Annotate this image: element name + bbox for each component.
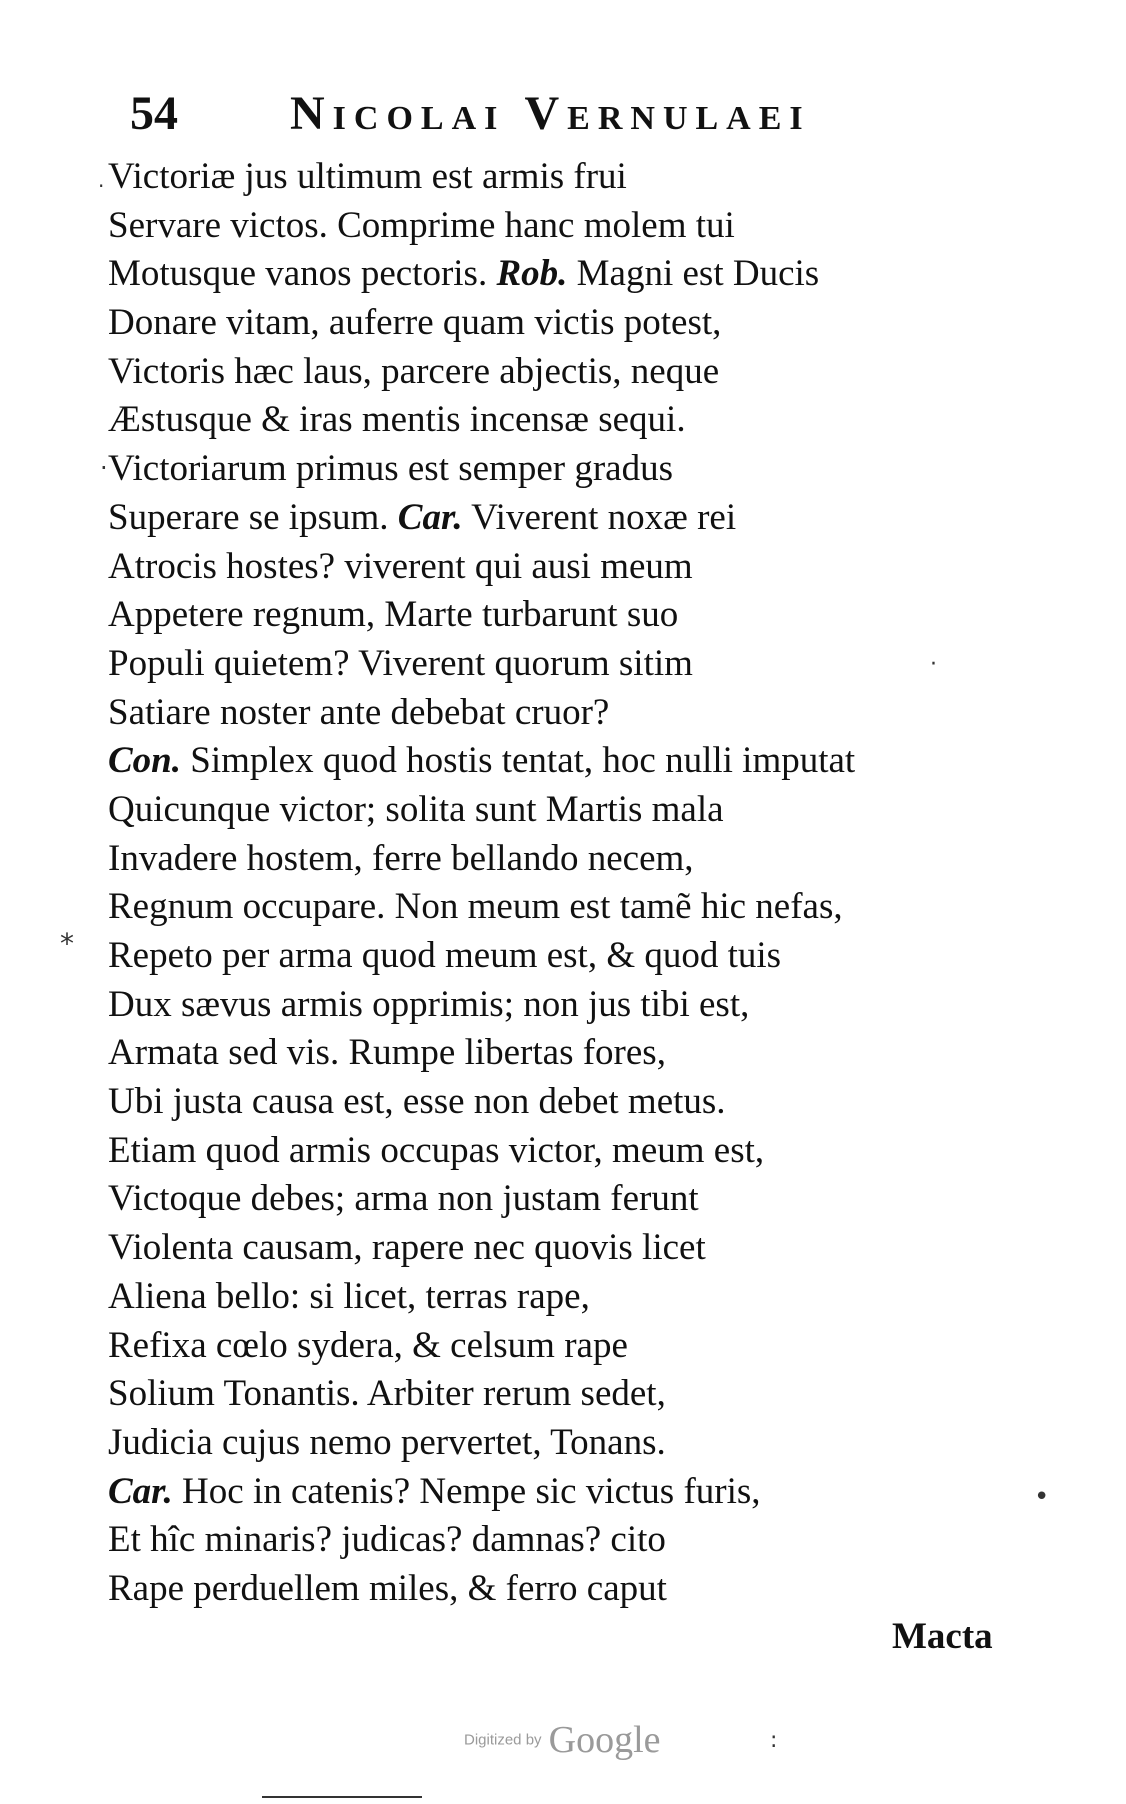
line-text: Rape perduellem miles, & ferro caput <box>108 1567 667 1609</box>
verse-line <box>108 494 1038 543</box>
line-text: Atrocis hostes? viverent qui ausi meum <box>108 545 693 587</box>
speaker-label: Con. <box>108 740 182 782</box>
digitizer-brand: Google <box>548 1719 661 1761</box>
verse-line <box>108 640 1038 689</box>
verse-line <box>108 1127 1038 1176</box>
speaker-label: Car. <box>397 496 463 538</box>
line-text: Et hîc minaris? judicas? damnas? cito <box>108 1519 666 1561</box>
verse-line <box>108 883 1038 932</box>
line-text: Appetere regnum, Marte turbarunt suo <box>108 594 679 636</box>
line-text: Motusque vanos pectoris. <box>108 253 488 295</box>
verse-line <box>108 250 1038 299</box>
print-speck: : <box>770 1728 778 1753</box>
line-text: Populi quietem? Viverent quorum sitim <box>108 642 693 684</box>
line-text: Servare victos. Comprime hanc molem tui <box>108 204 735 246</box>
verse-line <box>108 348 1038 397</box>
print-speck: * <box>60 927 74 960</box>
line-text: Judicia cujus nemo pervertet, Tonans. <box>108 1421 666 1463</box>
line-text: Victoque debes; arma non justam ferunt <box>108 1178 699 1220</box>
line-text: Refixa cœlo sydera, & celsum rape <box>108 1324 628 1366</box>
line-text: Regnum occupare. Non meum est tamẽ hic nefas, <box>108 886 843 928</box>
verse-line <box>108 737 1038 786</box>
line-text: Simplex quod hostis tentat, hoc nulli imputat <box>190 740 856 782</box>
line-text: Hoc in catenis? Nempe sic victus furis, <box>182 1470 761 1512</box>
verse-line <box>108 445 1038 494</box>
verse-line <box>108 1078 1038 1127</box>
verse-line <box>108 299 1038 348</box>
print-speck: · <box>98 174 105 198</box>
running-head <box>130 84 1030 144</box>
print-speck: • <box>1034 1482 1050 1512</box>
digitized-by-label: Digitized by <box>464 1731 542 1749</box>
line-text: Ubi justa causa est, esse non debet metus. <box>108 1081 726 1123</box>
bottom-rule <box>262 1796 422 1798</box>
print-speck: · <box>930 652 937 677</box>
verse-line <box>108 786 1038 835</box>
speaker-label: Rob. <box>496 253 568 295</box>
line-text: Victoris hæc laus, parcere abjectis, neque <box>108 350 720 392</box>
line-text: Victoriarum primus est semper gradus <box>108 448 673 490</box>
line-text: Armata sed vis. Rumpe libertas fores, <box>108 1032 666 1074</box>
verse-line <box>108 1273 1038 1322</box>
verse-block <box>108 153 1038 1614</box>
line-text: Æstusque & iras mentis incensæ sequi. <box>108 399 686 441</box>
line-text: Donare vitam, auferre quam victis potest, <box>108 302 722 344</box>
verse-line <box>108 1029 1038 1078</box>
line-text: Repeto per arma quod meum est, & quod tuis <box>108 935 782 976</box>
verse-line <box>108 1370 1038 1419</box>
print-speck: · <box>100 454 108 482</box>
line-text: Magni est Ducis <box>576 253 820 295</box>
verse-line <box>108 543 1038 592</box>
line-text: Invadere hostem, ferre bellando necem, <box>108 837 694 879</box>
verse-line <box>108 396 1038 445</box>
verse-line <box>108 981 1038 1030</box>
catchword: Macta <box>892 1616 993 1657</box>
verse-line <box>108 1224 1038 1273</box>
verse-line <box>108 689 1038 738</box>
verse-line <box>108 1419 1038 1468</box>
verse-line <box>108 153 1038 202</box>
line-text: Dux sævus armis opprimis; non jus tibi est, <box>108 983 750 1025</box>
verse-line <box>108 202 1038 251</box>
verse-line <box>108 1468 1038 1517</box>
verse-line <box>108 1322 1038 1371</box>
line-text: Aliena bello: si licet, terras rape, <box>108 1275 590 1317</box>
line-text: Etiam quod armis occupas victor, meum est, <box>108 1129 765 1171</box>
line-text: Quicunque victor; solita sunt Martis mala <box>108 788 724 830</box>
page-number: 54 <box>130 87 178 140</box>
verse-line <box>108 932 1038 981</box>
verse-line <box>108 1565 1038 1614</box>
line-text: Superare se ipsum. <box>108 496 389 538</box>
line-text: Satiare noster ante debebat cruor? <box>108 691 610 733</box>
line-text: Solium Tonantis. Arbiter rerum sedet, <box>108 1373 666 1415</box>
verse-line <box>108 835 1038 884</box>
speaker-label: Car. <box>108 1470 173 1512</box>
line-text: Victoriæ jus ultimum est armis frui <box>108 156 627 197</box>
line-text: Violenta causam, rapere nec quovis licet <box>108 1227 706 1269</box>
verse-line <box>108 1175 1038 1224</box>
line-text: Viverent noxæ rei <box>471 496 737 538</box>
verse-line <box>108 1516 1038 1565</box>
verse-line <box>108 591 1038 640</box>
digitization-watermark <box>464 1718 661 1762</box>
running-title: Nicolai Vernulaei <box>290 87 811 140</box>
